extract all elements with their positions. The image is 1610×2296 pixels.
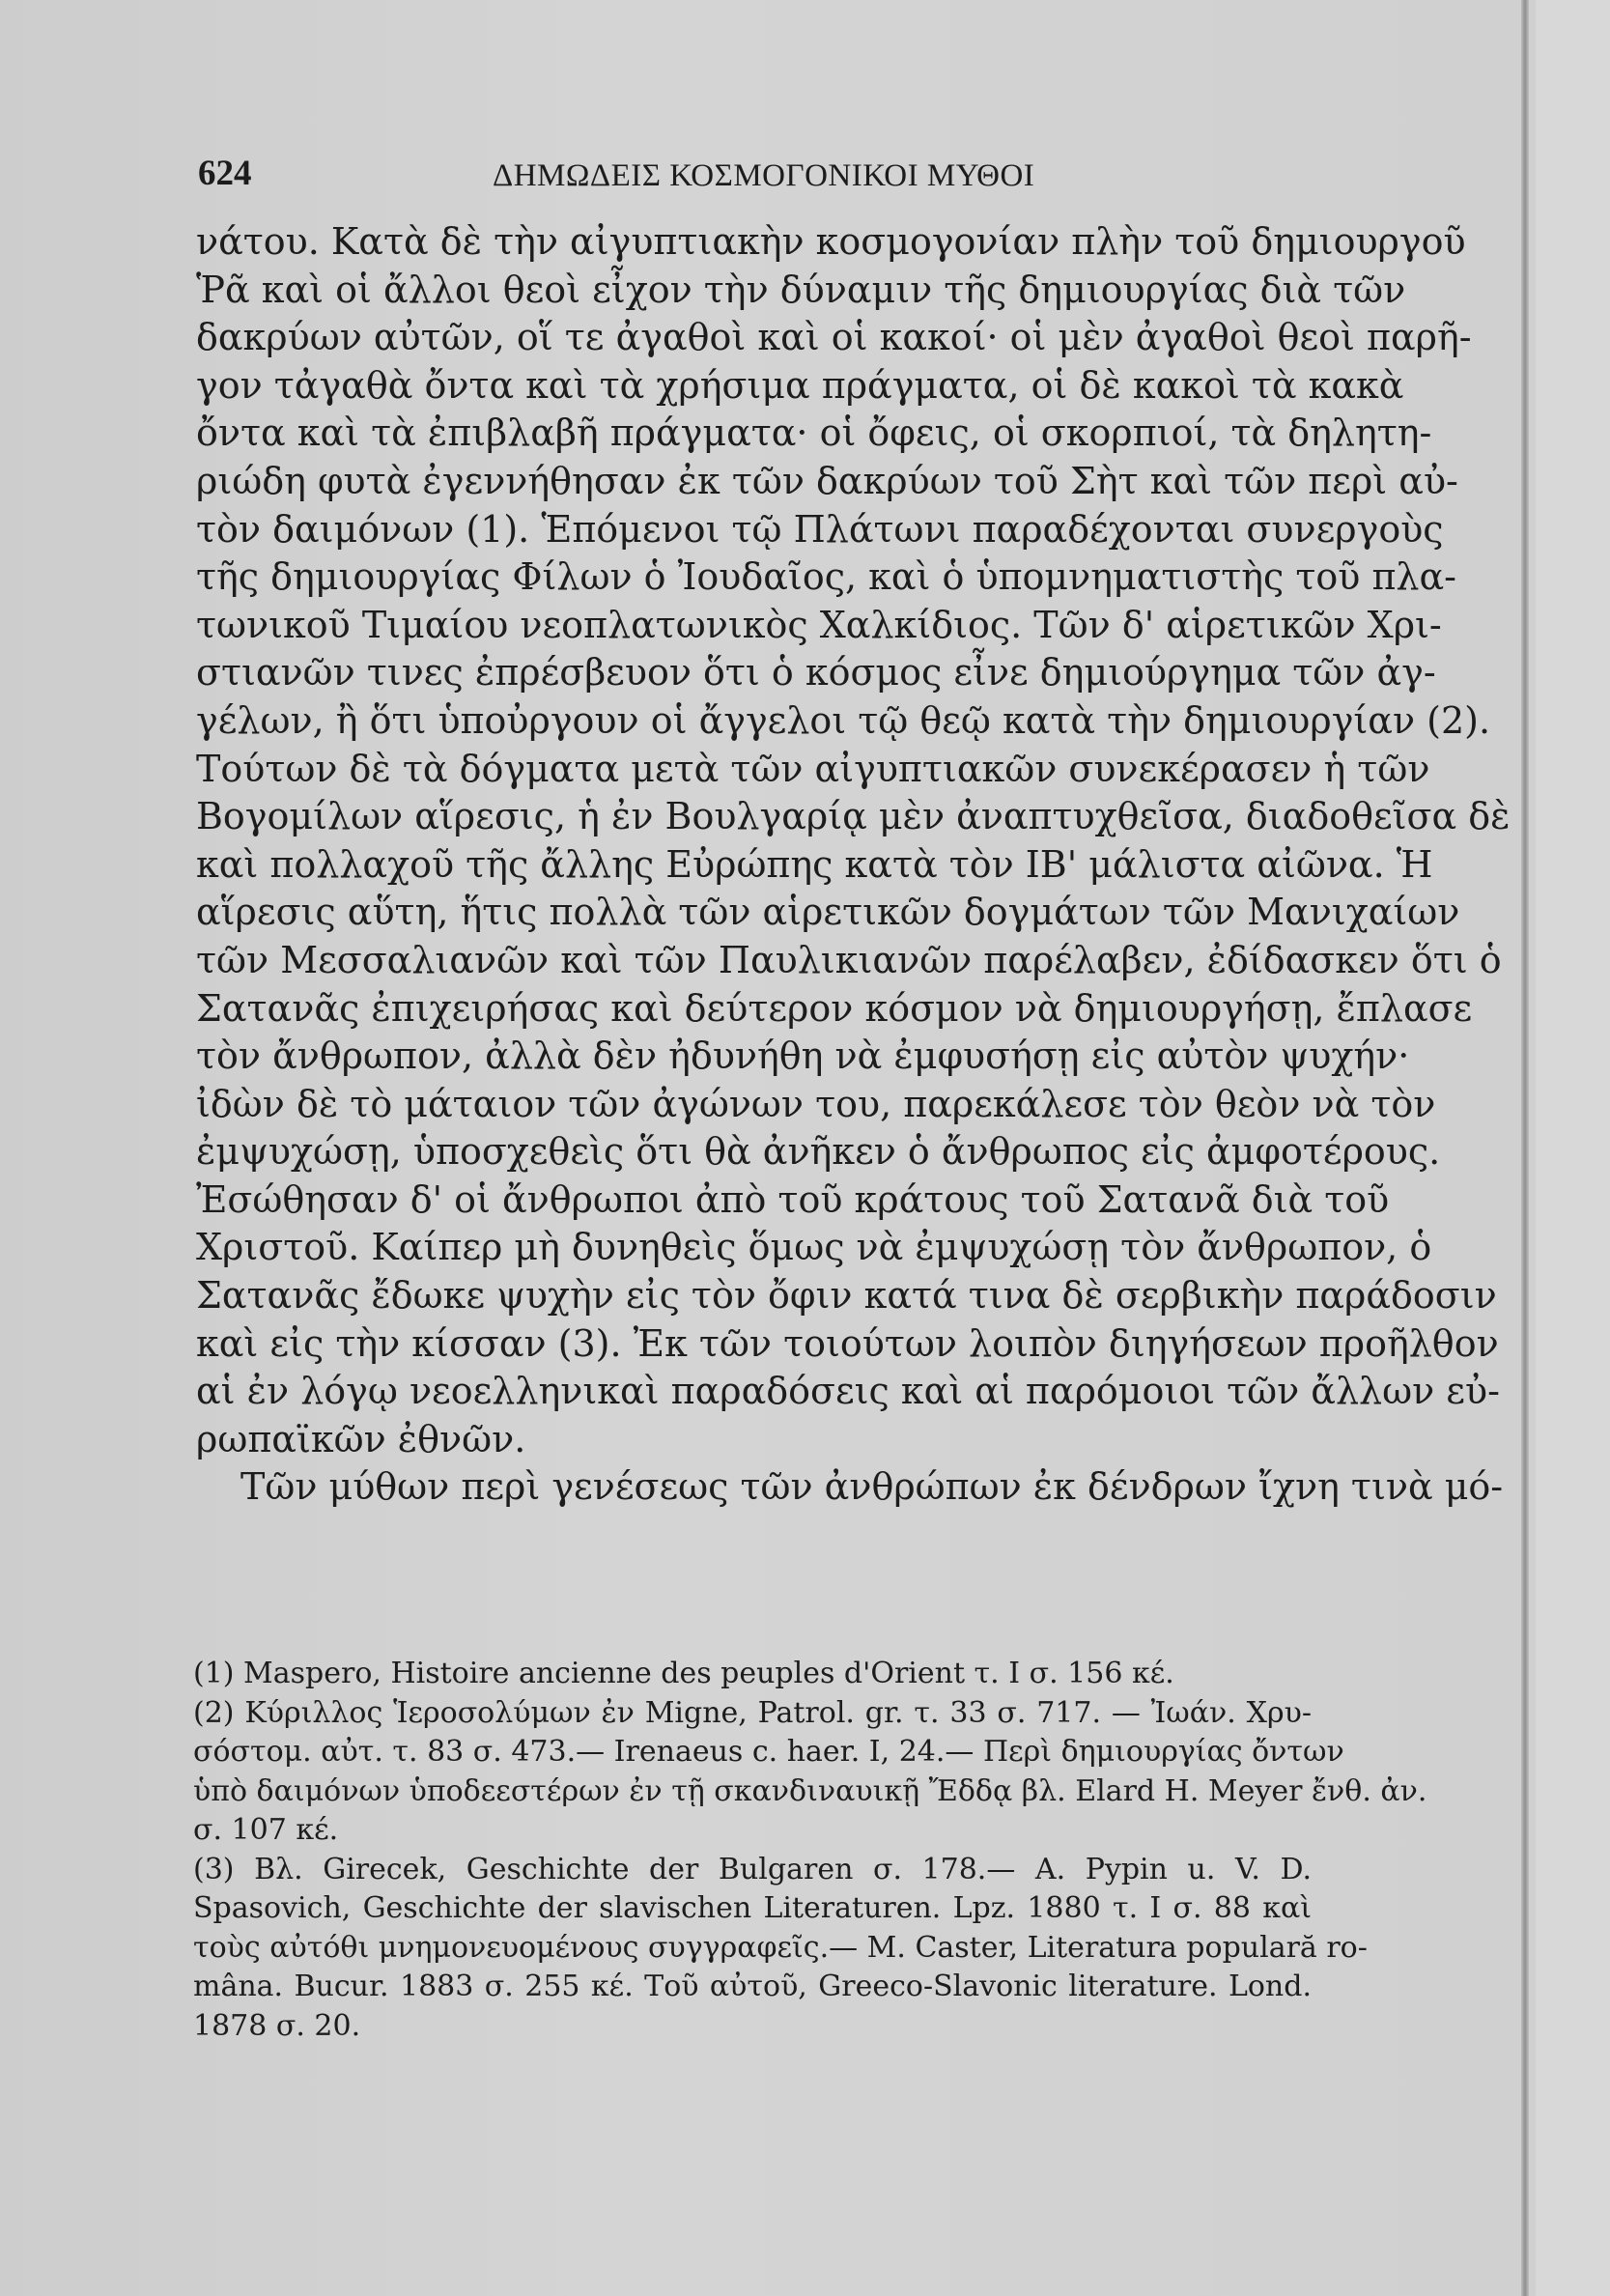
text-line: Ἐσώθησαν δ' οἱ ἄνθρωποι ἀπὸ τοῦ κράτους τοῦ Σατανᾶ διὰ τοῦ	[196, 1177, 1390, 1221]
text-line: Τῶν μύθων περὶ γενέσεως τῶν ἀνθρώπων ἐκ δένδρων ἴχνη τινὰ μό-	[240, 1465, 1504, 1509]
footnote-line: ὑπὸ δαιμόνων ὑποδεεστέρων ἐν τῇ σκανδιναυικῇ Ἔδδᾳ βλ. Elard H. Meyer ἔνθ. ἀν.	[193, 1773, 1427, 1808]
footnote-line: 1878 σ. 20.	[193, 2008, 361, 2043]
text-line: τῶν Μεσσαλιανῶν καὶ τῶν Παυλικιανῶν παρέλαβεν, ἐδίδασκεν ὅτι ὁ	[196, 938, 1502, 981]
text-line: αἵρεσις αὕτη, ἥτις πολλὰ τῶν αἱρετικῶν δογμάτων τῶν Μανιχαίων	[196, 891, 1460, 934]
footnote-line: σ. 107 κέ.	[193, 1813, 339, 1847]
text-line: καὶ πολλαχοῦ τῆς ἄλλης Εὐρώπης κατὰ τὸν ΙΒ' μάλιστα αἰῶνα. Ἡ	[196, 842, 1433, 886]
footnote-line: σόστομ. αὐτ. τ. 83 σ. 473.— Irenaeus c. haer. I, 24.— Περὶ δημιουργίας ὄντων	[193, 1735, 1344, 1769]
page-edge	[1521, 0, 1529, 2296]
text-line: γον τἀγαθὰ ὄντα καὶ τὰ χρήσιμα πράγματα, οἱ δὲ κακοὶ τὰ κακὰ	[196, 363, 1404, 407]
text-line: Βογομίλων αἵρεσις, ἡ ἐν Βουλγαρίᾳ μὲν ἀναπτυχθεῖσα, διαδοθεῖσα δὲ	[196, 795, 1511, 838]
text-line: Σατανᾶς ἐπιχειρήσας καὶ δεύτερον κόσμον νὰ δημιουργήσῃ, ἔπλασε	[196, 986, 1473, 1030]
text-line: νάτου. Κατὰ δὲ τὴν αἰγυπτιακὴν κοσμογονίαν πλὴν τοῦ δημιουργοῦ	[196, 220, 1466, 263]
text-line: ριώδη φυτὰ ἐγεννήθησαν ἐκ τῶν δακρύων τοῦ Σὴτ καὶ τῶν περὶ αὐ-	[196, 459, 1458, 502]
page-number: 624	[198, 154, 252, 193]
text-line: γέλων, ἢ ὅτι ὑποὐργουν οἱ ἄγγελοι τῷ θεῷ κατὰ τὴν δημιουργίαν (2).	[196, 698, 1491, 742]
text-line: δακρύων αὐτῶν, οἵ τε ἀγαθοὶ καὶ οἱ κακοί· οἱ μὲν ἀγαθοὶ θεοὶ παρῆ-	[196, 316, 1472, 359]
text-line: ὄντα καὶ τὰ ἐπιβλαβῆ πράγματα· οἱ ὄφεις, οἱ σκορπιοί, τὰ δηλητη-	[196, 411, 1432, 455]
footnote-line: (1) Maspero, Histoire ancienne des peuples d'Orient τ. I σ. 156 κέ.	[193, 1657, 1174, 1690]
text-line: καὶ εἰς τὴν κίσσαν (3). Ἐκ τῶν τοιούτων λοιπὸν διηγήσεων προῆλθον	[196, 1321, 1499, 1365]
footnote-line: (2) Κύριλλος Ἱεροσολύμων ἐν Migne, Patrol. gr. τ. 33 σ. 717. — Ἰωάν. Χρυ-	[193, 1695, 1312, 1730]
text-line: τῆς δημιουργίας Φίλων ὁ Ἰουδαῖος, καὶ ὁ ὑπομνηματιστὴς τοῦ πλα-	[196, 555, 1457, 599]
footnote-line: (3) Βλ. Girecek, Geschichte der Bulgaren σ. 178.— A. Pypin u. V. D.	[193, 1852, 1312, 1886]
text-line: Ῥᾶ καὶ οἱ ἄλλοι θεοὶ εἶχον τὴν δύναμιν τῆς δημιουργίας διὰ τῶν	[196, 268, 1406, 311]
footnote-line: mâna. Bucur. 1883 σ. 255 κέ. Τοῦ αὐτοῦ, Greeco-Slavonic literature. Lond.	[193, 1970, 1312, 2003]
text-line: Χριστοῦ. Καίπερ μὴ δυνηθεὶς ὅμως νὰ ἐμψυχώσῃ τὸν ἄνθρωπον, ὁ	[196, 1226, 1432, 1269]
text-line: Σατανᾶς ἔδωκε ψυχὴν εἰς τὸν ὄφιν κατά τινα δὲ σερβικὴν παράδοσιν	[196, 1274, 1497, 1318]
text-line: τωνικοῦ Τιμαίου νεοπλατωνικὸς Χαλκίδιος. Τῶν δ' αἱρετικῶν Χρι-	[196, 603, 1442, 646]
running-title: ΔΗΜΩΔΕΙΣ ΚΟΣΜΟΓΟΝΙΚΟΙ ΜΥΘΟΙ	[493, 158, 1035, 193]
text-line: Τούτων δὲ τὰ δόγματα μετὰ τῶν αἰγυπτιακῶν συνεκέρασεν ἡ τῶν	[196, 747, 1430, 790]
text-line: τὸν ἄνθρωπον, ἀλλὰ δὲν ἠδυνήθη νὰ ἐμφυσήσῃ εἰς αὐτὸν ψυχήν·	[196, 1035, 1410, 1078]
text-line: ἰδὼν δὲ τὸ μάταιον τῶν ἀγώνων του, παρεκάλεσε τὸν θεὸν νὰ τὸν	[196, 1082, 1436, 1125]
text-line: αἱ ἐν λόγῳ νεοελληνικαὶ παραδόσεις καὶ αἱ παρόμοιοι τῶν ἄλλων εὐ-	[196, 1370, 1500, 1413]
page-header	[198, 153, 1304, 211]
text-line: ρωπαϊκῶν ἐθνῶν.	[196, 1417, 526, 1460]
page-margin-right	[1536, 0, 1610, 2296]
footnotes	[193, 1655, 1427, 2046]
main-text	[196, 218, 1511, 1512]
text-line: ἐμψυχώσῃ, ὑποσχεθεὶς ὅτι θὰ ἀνῆκεν ὁ ἄνθρωπος εἰς ἀμφοτέρους.	[196, 1130, 1441, 1174]
footnote-line: τοὺς αὐτόθι μνημονευομένους συγγραφεῖς.— M. Caster, Literatura populară ro-	[193, 1930, 1368, 1965]
footnote-line: Spasovich, Geschichte der slavischen Literaturen. Lpz. 1880 τ. I σ. 88 καὶ	[193, 1891, 1312, 1925]
text-line: στιανῶν τινες ἐπρέσβευον ὅτι ὁ κόσμος εἶνε δημιούργημα τῶν ἀγ-	[196, 651, 1436, 694]
text-line: τὸν δαιμόνων (1). Ἑπόμενοι τῷ Πλάτωνι παραδέχονται συνεργοὺς	[196, 507, 1444, 551]
